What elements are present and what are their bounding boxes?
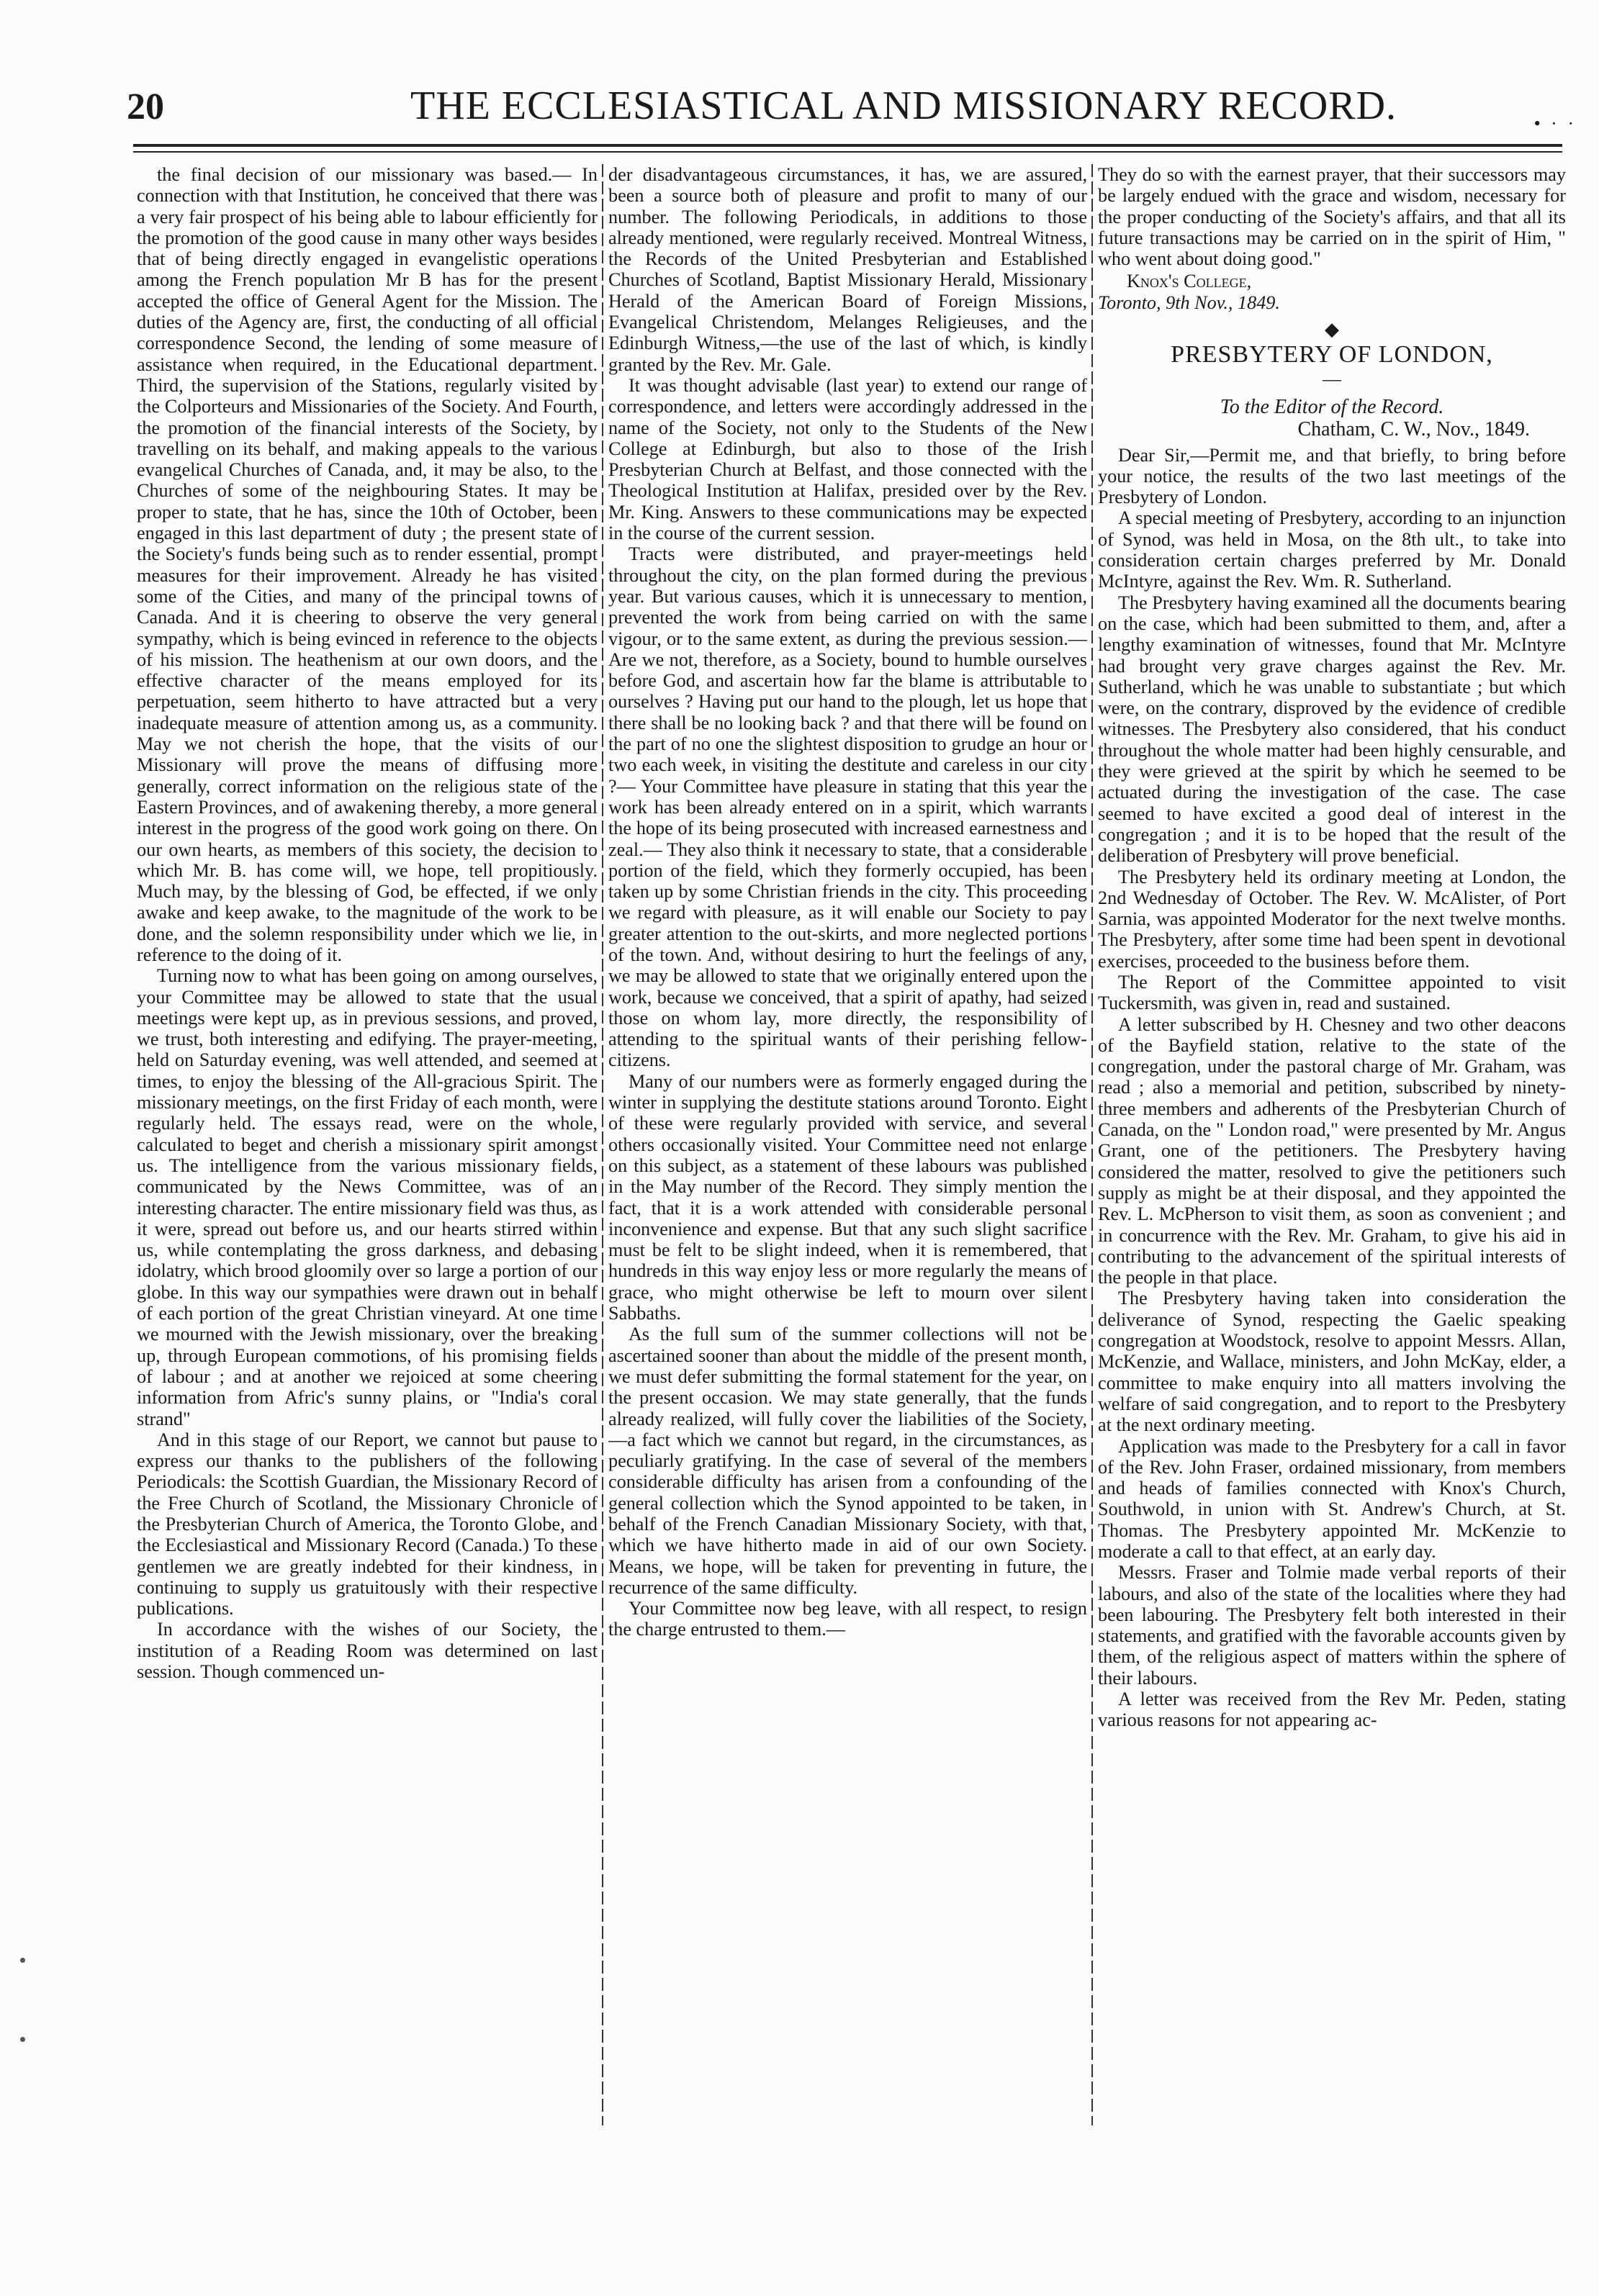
header-rule-thick — [133, 144, 1562, 147]
signature-place-date: Toronto, 9th Nov., 1849. — [1098, 291, 1280, 313]
paragraph: Messrs. Fraser and Tolmie made verbal reports of their labours, and also of the state of the localities where they had been labouring. The Presbytery felt both interested in their statements, and gratified with the favorable accounts given by them, of the religious aspect of matters within the sphere of their labours. — [1098, 1562, 1566, 1689]
header-rule-thin — [133, 151, 1562, 153]
paragraph: Many of our numbers were as formerly engaged during the winter in supplying the destitute stations around Toronto. Eight of these were regularly provided with service, and several others occasionally visited. Your Committee need not enlarge on this subject, as a statement of these labours was published in the May number of the Record. They simply mention the fact, that it is a work attended with considerable personal inconvenience and expense. But that any such slight sacrifice must be felt to be slight indeed, when it is remembered, that hundreds in this way enjoy less or more regularly the means of grace, who might otherwise be left to mourn over silent Sabbaths. — [608, 1070, 1087, 1324]
scan-speck — [20, 1958, 25, 1963]
paragraph: As the full sum of the summer collections will not be ascertained sooner than about the middle of the present month, we must defer submitting the formal statement for the year, on the present occasion. We may state generally, that the funds already realized, will fully cover the liabilities of the Society,—a fact which we cannot but regard, in the circumstances, as peculiarly gratifying. In the case of several of the members considerable difficulty has arisen from a confounding of the general collection which the Synod appointed to be taken, in behalf of the French Canadian Missionary Society, with that, which we have hitherto made in aid of our own Society. Means, we hope, will be taken for preventing in future, the recurrence of the same difficulty. — [608, 1324, 1087, 1598]
signature-college: Knox's College, — [1127, 271, 1252, 292]
paragraph: The Presbytery held its ordinary meeting at London, the 2nd Wednesday of October. The Rev. W. McAlister, of Port Sarnia, was appointed Moderator for the next twelve months. The Presbytery, after some time had been spent in devotional exercises, proceeded to the business before them. — [1098, 866, 1566, 972]
heading-dash: — — [1323, 368, 1341, 389]
column-divider — [1091, 164, 1093, 2125]
paragraph: Dear Sir,—Permit me, and that briefly, to bring before your notice, the results of the two last meetings of the Presbytery of London. — [1098, 444, 1566, 508]
page-header — [108, 83, 1577, 140]
section-heading: PRESBYTERY OF LONDON, — [1171, 341, 1493, 369]
column-3 — [1098, 164, 1566, 2136]
section-divider: ◆ — [1325, 319, 1339, 340]
report-signature — [1098, 271, 1566, 313]
letter-dateline: Chatham, C. W., Nov., 1849. — [1297, 418, 1530, 441]
paragraph: A letter was received from the Rev Mr. Peden, stating various reasons for not appearing ac- — [1098, 1689, 1566, 1731]
paragraph: A special meeting of Presbytery, according to an injunction of Synod, was held in Mosa, on the 8th ult., to take into consideration certain charges preferred by Mr. Donald McIntyre, against the Rev. Wm. R. Sutherland. — [1098, 507, 1566, 592]
paragraph: It was thought advisable (last year) to extend our range of correspondence, and letters were accordingly addressed in the name of the Society, not only to the Students of the New College at Edinburgh, but also to those of the Irish Presbyterian Church at Belfast, and those connected with the Theological Institution at Halifax, presided over by the Rev. Mr. King. Answers to these communications may be expected in the course of the current session. — [608, 374, 1087, 544]
column-divider — [602, 164, 603, 2125]
paragraph: the final decision of our missionary was based.— In connection with that Institution, he conceived that there was a very fair prospect of his being able to labour efficiently for the promotion of the good cause in many other ways besides that of being directly engaged in evangelistic operations among the French population Mr B has for the present accepted the office of General Agent for the Mission. The duties of the Agency are, first, the conducting of all official correspondence Second, the lending of some measure of assistance when required, in the Educational department. Third, the supervision of the Stations, regularly visited by the Colporteurs and Missionaries of the Society. And Fourth, the promotion of the financial interests of the Society, by travelling on its behalf, and making appeals to the various evangelical Churches of Canada, and, it may be also, to the Churches of some of the neighbouring States. It may be proper to state, that he has, since the 10th of October, been engaged in this last department of duty ; the present state of the Society's funds being such as to render essential, prompt measures for their improvement. Already he has visited some of the Cities, and many of the principal towns of Canada. And it is cheering to observe the very general sympathy, which is being evinced in reference to the objects of his mission. The heathenism at our own doors, and the effective character of the means employed for its perpetuation, seem hitherto to have attracted but a very inadequate measure of attention among us, as a community. May we not cherish the hope, that the visits of our Missionary will prove the means of diffusing more generally, correct information on the religious state of the Eastern Provinces, and of awakening thereby, a more general interest in the progress of the good work going on there. On our own hearts, as members of this society, the decision to which Mr. B. has come will, we hope, tell propitiously. Much may, by the blessing of God, be effected, if we only awake and keep awake, to the magnitude of the work to be done, and the solemn responsibility under which we lie, in reference to the doing of it. — [137, 164, 598, 965]
running-title: THE ECCLESIASTICAL AND MISSIONARY RECORD. — [410, 83, 1397, 128]
paragraph: The Report of the Committee appointed to visit Tuckersmith, was given in, read and sustained. — [1098, 971, 1566, 1014]
paragraph: der disadvantageous circumstances, it has, we are assured, been a source both of pleasure and profit to many of our number. The following Periodicals, in additions to those already mentioned, were regularly received. Montreal Witness, the Records of the United Presbyterian and Established Churches of Scotland, Baptist Missionary Herald, Missionary Herald of the American Board of Foreign Missions, Evangelical Christendom, Melanges Religieuses, and the Edinburgh Witness,—the use of the last of which, is kindly granted by the Rev. Mr. Gale. — [608, 164, 1087, 375]
paragraph: Your Committee now beg leave, with all respect, to resign the charge entrusted to them.— — [608, 1598, 1087, 1640]
paragraph: Application was made to the Presbytery for a call in favor of the Rev. John Fraser, ordained missionary, from members and heads of families connected with Knox's Church, Southwold, in union with St. Andrew's Church, at St. Thomas. The Presbytery appointed Mr. McKenzie to moderate a call to that effect, at an early day. — [1098, 1435, 1566, 1562]
paragraph: The Presbytery having examined all the documents bearing on the case, which had been submitted to them, and, after a lengthy examination of witnesses, found that Mr. McIntyre had brought very grave charges against the Rev. Mr. Sutherland, which he was unable to substantiate ; but which were, on the contrary, disproved by the evidence of credible witnesses. The Presbytery also considered, that his conduct throughout the whole matter had been highly censurable, and they were grieved at the spirit by which he seemed to be actuated during the investigation of the case. The case seemed to have excited a good deal of interest in the congregation ; and it is to be hoped that the result of the deliberation of Presbytery will prove beneficial. — [1098, 592, 1566, 867]
paragraph: And in this stage of our Report, we cannot but pause to express our thanks to the publishers of the following Periodicals: the Scottish Guardian, the Missionary Record of the Free Church of Scotland, the Missionary Chronicle of the Presbyterian Church of America, the Toronto Globe, and the Ecclesiastical and Missionary Record (Canada.) To these gentlemen we are greatly indebted for their kindness, in continuing to supply us gratuitously with their respective publications. — [137, 1429, 598, 1619]
paragraph: Tracts were distributed, and prayer-meetings held throughout the city, on the plan formed during the previous year. But various causes, which it is unnecessary to mention, prevented the work from being carried on with the same vigour, or to the same extent, as during the previous session.— Are we not, therefore, as a Society, bound to humble ourselves before God, and ascertain how far the blame is attributable to ourselves ? Having put our hand to the plough, let us hope that there shall be no looking back ? and that there will be found on the part of no one the slightest disposition to grudge an hour or two each week, in visiting the destitute and careless in our city ?— Your Committee have pleasure in stating that this year the work has been already entered on in a spirit, which warrants the hope of its being prosecuted with increased earnestness and zeal.— They also think it necessary to state, that a considerable portion of the field, which they formerly occupied, has been taken up by some Christian friends in the city. This proceeding we regard with pleasure, as it will enable our Society to pay greater attention to the out-skirts, and more neglected portions of the town. And, without desiring to hurt the feelings of any, we may be allowed to state that we originally entered upon the work, because we conceived, that a spirit of apathy, had seized those on whom lay, more directly, the responsibility of attending to the spiritual wants of their perishing fellow-citizens. — [608, 543, 1087, 1071]
paragraph: In accordance with the wishes of our Society, the institution of a Reading Room was determined on last session. Though commenced un- — [137, 1619, 598, 1683]
scan-speck — [20, 2037, 25, 2042]
paragraph: Turning now to what has been going on among ourselves, your Committee may be allowed to state that the usual meetings were kept up, as in previous sessions, and proved, we trust, both interesting and edifying. The prayer-meeting, held on Saturday evening, was well attended, and seemed at times, to enjoy the blessing of the All-gracious Spirit. The missionary meetings, on the first Friday of each month, were regularly held. The essays read, were on the whole, calculated to beget and cherish a missionary spirit amongst us. The intelligence from the various missionary fields, communicated by the News Committee, was of an interesting character. The entire missionary field was thus, as it were, spread out before us, and our hearts stirred within us, while contemplating the gross darkness, and debasing idolatry, which brood gloomily over so large a portion of our globe. In this way our sympathies were drawn out in behalf of each portion of the great Christian vineyard. At one time we mourned with the Jewish missionary, over the breaking up, through European commotions, of his promising fields of labour ; and at another we rejoiced at some cheering information from Afric's sunny plains, or "India's coral strand" — [137, 965, 598, 1429]
page-number: 20 — [127, 86, 164, 127]
paragraph: The Presbytery having taken into consideration the deliverance of Synod, respecting the Gaelic speaking congregation at Woodstock, resolve to appoint Messrs. Allan, McKenzie, and Wallace, ministers, and John McKay, elder, a committee to make enquiry into all matters involving the welfare of said congregation, and to report to the Presbytery at the next ordinary meeting. — [1098, 1288, 1566, 1436]
paragraph: They do so with the earnest prayer, that their successors may be largely endued with the grace and wisdom, necessary for the proper conducting of the Society's affairs, and that all its future transactions may be carried on in the spirit of Him, " who went about doing good." — [1098, 164, 1566, 270]
paragraph: A letter subscribed by H. Chesney and two other deacons of the Bayfield station, relative to the state of the congregation, under the pastoral charge of Mr. Graham, was read ; also a memorial and petition, subscribed by ninety-three members and adherents of the Presbyterian Church of Canada, on the " London road," were presented by Mr. Angus Grant, one of the petitioners. The Presbytery having considered the matter, resolved to give the petitioners such supply as might be at their disposal, and they appointed the Rev. L. McPherson to visit them, as soon as convenient ; and in concurrence with the Rev. Mr. Graham, to give his aid in contributing to the advancement of the spiritual interests of the people in that place. — [1098, 1013, 1566, 1288]
header-ornament: • · · — [1533, 113, 1577, 134]
column-2 — [608, 164, 1087, 2136]
letter-address: To the Editor of the Record. — [1220, 395, 1444, 418]
column-1 — [137, 164, 598, 2136]
